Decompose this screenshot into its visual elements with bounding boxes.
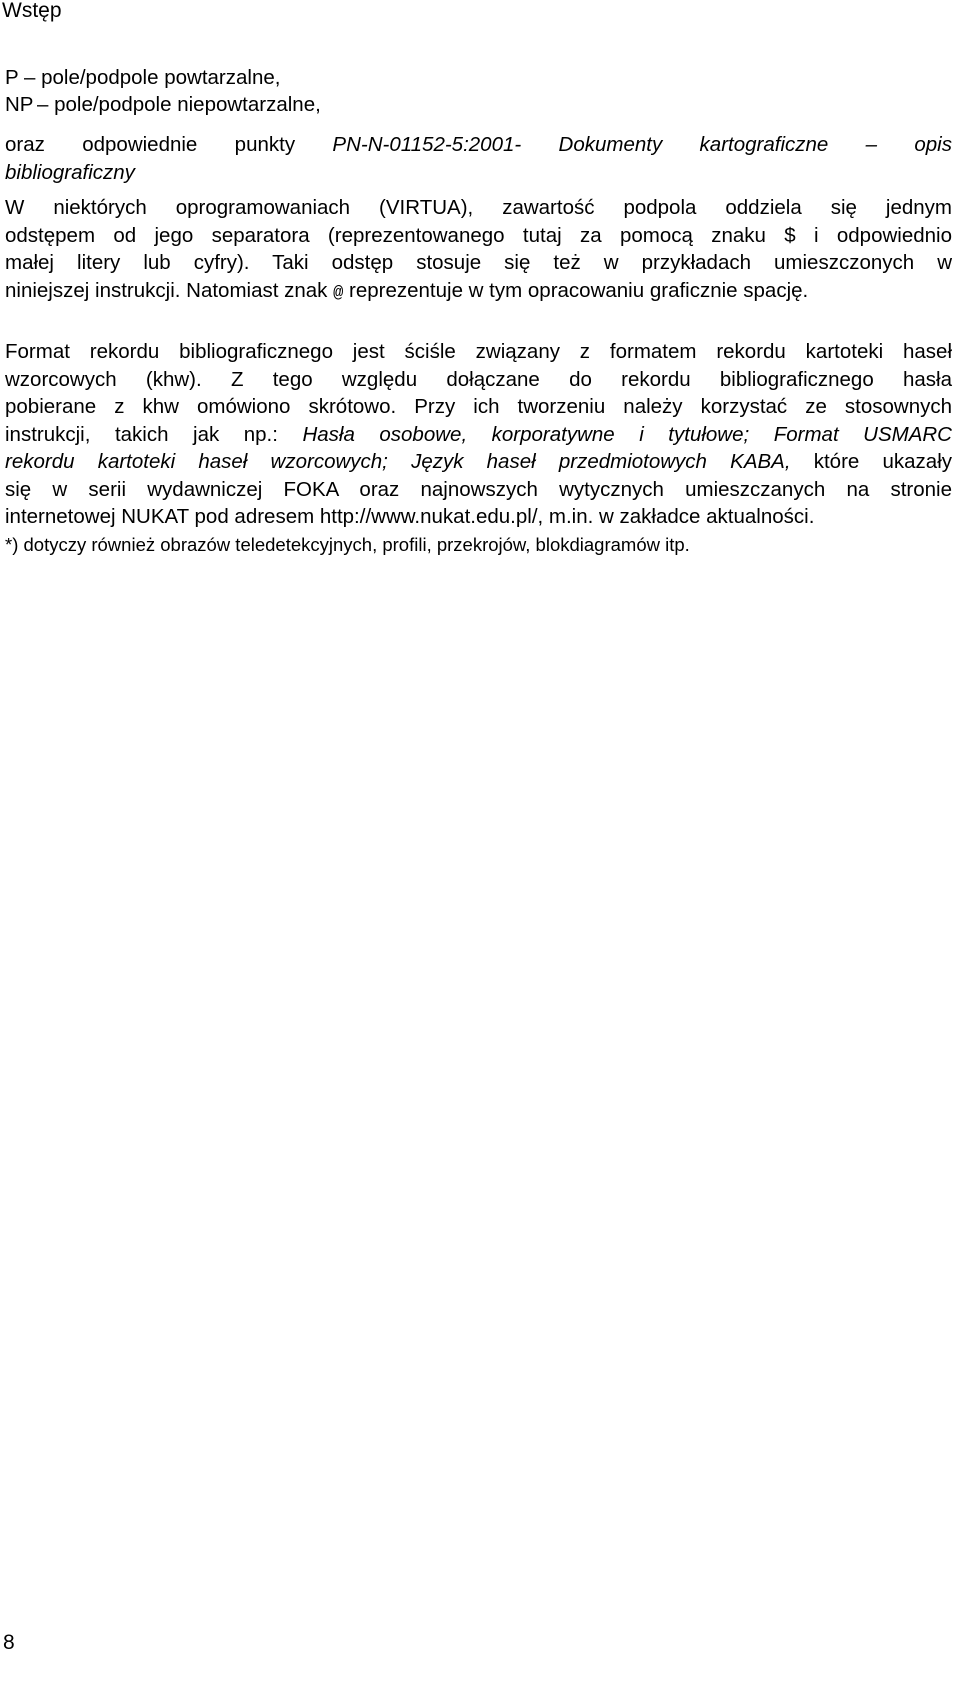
text-span: które ukazały [790, 450, 952, 473]
text-span: instrukcji, takich jak np.: [5, 422, 303, 446]
footnote-text: *) dotyczy również obrazów teledetekcyjnych, profili, przekrojów, blokdiagramów itp. [5, 534, 690, 555]
publication-titles: Hasła osobowe, korporatywne i tytułowe; Format USMARC [302, 422, 952, 446]
standard-citation-continued: bibliograficzny [5, 160, 135, 184]
paragraph-line: pobierane z khw omówiono skrótowo. Przy ich tworzeniu należy korzystać ze stosownych [5, 395, 952, 418]
page-number: 8 [3, 1631, 15, 1654]
software-note-paragraph [5, 194, 952, 307]
standard-citation: PN-N-01152-5:2001- Dokumenty kartograficzne – opis [332, 133, 952, 156]
legend-item-nonrepeatable [5, 91, 321, 118]
paragraph-line [5, 277, 952, 308]
text-span: niniejszej instrukcji. Natomiast znak [5, 278, 334, 302]
paragraph-line [5, 131, 952, 159]
publication-titles-continued: rekordu kartoteki haseł wzorcowych; Język haseł przedmiotowych KABA, [5, 450, 791, 473]
paragraph-line [5, 448, 952, 476]
page-title: Wstęp [2, 0, 62, 22]
paragraph-line: odstępem od jego separatora (reprezentowanego tutaj za pomocą znaku $ i odpowiednio [5, 223, 952, 247]
paragraph-line: internetowej NUKAT pod adresem http://www.nukat.edu.pl/, m.in. w zakładce aktualności. [5, 505, 815, 528]
paragraph-line: W niektórych oprogramowaniach (VIRTUA), zawartość podpola oddziela się jednym [5, 196, 952, 219]
paragraph-line [5, 159, 952, 187]
paragraph-line: małej litery lub cyfry). Taki odstęp stosuje się też w przykładach umieszczonych w [5, 251, 952, 274]
text-span: oraz odpowiednie punkty [5, 133, 333, 156]
text-span: reprezentuje w tym opracowaniu graficznie spację. [343, 278, 809, 302]
paragraph-line: się w serii wydawniczej FOKA oraz najnowszych wytycznych umieszczanych na stronie [5, 477, 952, 501]
footnote [5, 531, 952, 559]
paragraph-line [5, 421, 952, 449]
legend-code: P [5, 66, 19, 89]
legend-description: – pole/podpole powtarzalne, [24, 66, 281, 89]
space-symbol: @ [333, 283, 344, 303]
legend-code: NP [5, 93, 34, 116]
standard-reference-paragraph [5, 131, 952, 186]
legend-item-repeatable [5, 64, 321, 91]
field-legend [5, 64, 321, 118]
legend-description: – pole/podpole niepowtarzalne, [37, 93, 321, 116]
paragraph-line: wzorcowych (khw). Z tego względu dołączane do rekordu bibliograficznego hasła [5, 367, 952, 391]
format-paragraph [5, 338, 952, 531]
paragraph-line: Format rekordu bibliograficznego jest ściśle związany z formatem rekordu kartoteki haseł [5, 340, 952, 363]
